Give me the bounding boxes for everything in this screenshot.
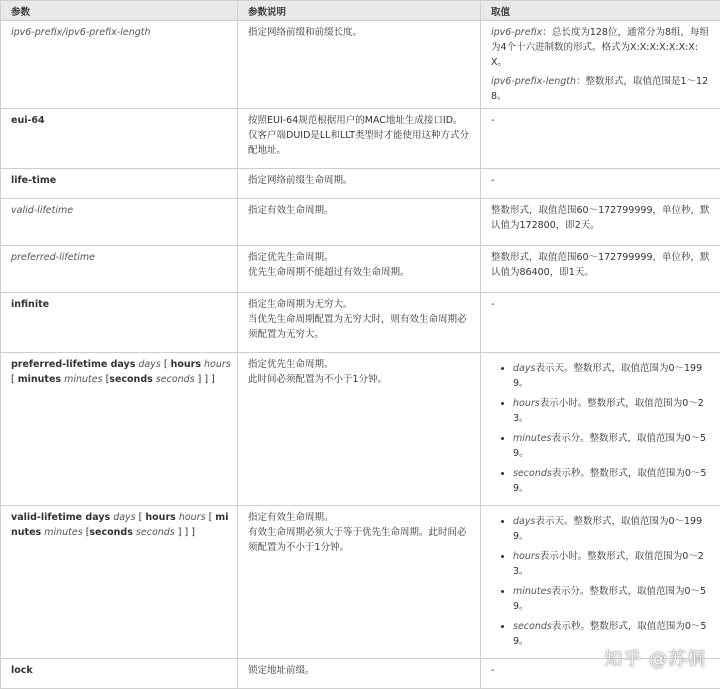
param-cell (1, 169, 238, 199)
text-run: seconds (513, 621, 552, 632)
text-run: valid-lifetime days (11, 512, 111, 523)
text-run: [ (102, 374, 110, 385)
description-line: 指定生命周期为无穷大。 (248, 299, 353, 310)
value-paragraph (491, 250, 712, 280)
value-list-item (513, 584, 712, 614)
table-row (1, 506, 720, 659)
text-run: ：总长度为128位，通常分为8组，每组为4个十六进制数的形式。格式为X:X:X:X:X:X:X:X。 (491, 27, 709, 68)
value-cell (481, 109, 720, 169)
text-run: minutes (513, 433, 552, 444)
text-run: hours (204, 359, 231, 370)
description-cell (238, 506, 481, 659)
value-cell (481, 199, 720, 246)
text-run: hours (170, 359, 201, 370)
text-run: 表示小时。整数形式，取值范围为0～23。 (513, 398, 704, 424)
text-run: minutes (64, 374, 103, 385)
text-run: - (491, 665, 495, 676)
text-run: ipv6-prefix/ipv6-prefix-length (11, 27, 151, 38)
text-run: seconds (89, 527, 133, 538)
text-run: minutes (11, 512, 229, 538)
text-run: days (513, 363, 536, 374)
description-line: 指定优先生命周期。 (248, 252, 334, 263)
text-run: seconds (513, 468, 552, 479)
value-paragraph (491, 25, 712, 70)
table-row (1, 353, 720, 506)
text-run: seconds (109, 374, 153, 385)
description-cell (238, 109, 481, 169)
text-run: ] ] ] (194, 374, 215, 385)
value-paragraph (491, 173, 712, 188)
text-run: minutes (44, 527, 83, 538)
text-run: hours (145, 512, 176, 523)
value-list-item (513, 431, 712, 461)
text-run: preferred-lifetime (11, 252, 96, 263)
param-cell (1, 109, 238, 169)
description-cell (238, 169, 481, 199)
text-run: hours (513, 398, 540, 409)
value-list-item (513, 549, 712, 579)
value-paragraph (491, 203, 712, 233)
description-line: 指定优先生命周期。 (248, 359, 334, 370)
description-cell (238, 199, 481, 246)
text-run: [ (160, 359, 171, 370)
text-run: 表示天。整数形式，取值范围为0～1999。 (513, 516, 703, 542)
value-cell (481, 293, 720, 353)
param-cell (1, 353, 238, 506)
text-run: 表示小时。整数形式，取值范围为0～23。 (513, 551, 704, 577)
table-row (1, 199, 720, 246)
text-run: life-time (11, 175, 57, 186)
description-line: 按照EUI-64规范根据用户的MAC地址生成接口ID。仅客户端DUID是LL和LLT类型时才能使用这种方式分配地址。 (248, 115, 470, 156)
value-paragraph (491, 74, 712, 104)
param-cell (1, 506, 238, 659)
value-list-item (513, 466, 712, 496)
value-list-item (513, 361, 712, 391)
description-cell (238, 293, 481, 353)
text-run: 表示秒。整数形式，取值范围为0～59。 (513, 468, 707, 494)
text-run: lock (11, 665, 33, 676)
value-list (491, 514, 712, 649)
header-description: 参数说明 (238, 1, 481, 21)
param-cell (1, 659, 238, 689)
text-run: hours (178, 512, 206, 523)
text-run: minutes (513, 586, 552, 597)
description-line: 指定有效生命周期。 (248, 205, 334, 216)
text-run: eui-64 (11, 115, 45, 126)
text-run: minutes (17, 374, 62, 385)
text-run: ：整数形式，取值范围是1～128。 (491, 76, 709, 102)
value-paragraph (491, 297, 712, 312)
table-body (1, 21, 720, 689)
description-cell (238, 246, 481, 293)
value-cell (481, 246, 720, 293)
text-run: - (491, 299, 495, 310)
text-run: 表示分。整数形式，取值范围为0～59。 (513, 586, 707, 612)
text-run: preferred-lifetime days (11, 359, 136, 370)
text-run: infinite (11, 299, 50, 310)
description-line: 指定网络前缀生命周期。 (248, 175, 353, 186)
value-cell (481, 169, 720, 199)
value-paragraph (491, 113, 712, 128)
text-run: days (138, 359, 161, 370)
text-run: [ (205, 512, 216, 523)
text-run: [ (135, 512, 146, 523)
text-run: seconds (135, 527, 175, 538)
text-run: [ (82, 527, 90, 538)
value-cell (481, 506, 720, 659)
value-cell (481, 353, 720, 506)
text-run: ] ] ] (174, 527, 195, 538)
text-run: ipv6-prefix (491, 27, 543, 38)
table-row (1, 293, 720, 353)
text-run: - (491, 175, 495, 186)
param-cell (1, 199, 238, 246)
value-cell (481, 21, 720, 109)
text-run: days (513, 516, 536, 527)
description-cell (238, 353, 481, 506)
text-run: 表示天。整数形式，取值范围为0～1999。 (513, 363, 703, 389)
text-run: hours (513, 551, 540, 562)
text-run: 整数形式，取值范围60～172799999，单位秒，默认值为86400，即1天。 (491, 252, 710, 278)
description-line: 优先生命周期不能超过有效生命周期。 (248, 267, 410, 278)
param-cell (1, 21, 238, 109)
value-list-item (513, 514, 712, 544)
param-cell (1, 293, 238, 353)
table-header-row (1, 1, 720, 21)
description-cell (238, 659, 481, 689)
description-cell (238, 21, 481, 109)
header-param: 参数 (1, 1, 238, 21)
table-row (1, 246, 720, 293)
description-line: 有效生命周期必须大于等于优先生命周期。此时间必须配置为不小于1分钟。 (248, 527, 467, 553)
watermark: 知乎 @苏桐 (604, 649, 706, 670)
text-run: 表示分。整数形式，取值范围为0～59。 (513, 433, 707, 459)
description-line: 指定网络前缀和前缀长度。 (248, 27, 363, 38)
description-line: 此时间必须配置为不小于1分钟。 (248, 374, 388, 385)
table-row (1, 169, 720, 199)
description-line: 锁定地址前缀。 (248, 665, 315, 676)
text-run: - (491, 115, 495, 126)
description-line: 当优先生命周期配置为无穷大时，则有效生命周期必须配置为无穷大。 (248, 314, 467, 340)
description-line: 指定有效生命周期。 (248, 512, 334, 523)
value-list (491, 361, 712, 496)
text-run: days (113, 512, 136, 523)
text-run: 表示秒。整数形式，取值范围为0～59。 (513, 621, 707, 647)
text-run: valid-lifetime (11, 205, 74, 216)
value-list-item (513, 396, 712, 426)
table-row (1, 109, 720, 169)
text-run: 整数形式，取值范围60～172799999，单位秒，默认值为172800，即2天。 (491, 205, 710, 231)
text-run: seconds (155, 374, 195, 385)
header-value: 取值 (481, 1, 720, 21)
text-run: [ (11, 374, 18, 385)
table-row (1, 21, 720, 109)
param-cell (1, 246, 238, 293)
text-run: ipv6-prefix-length (491, 76, 577, 87)
